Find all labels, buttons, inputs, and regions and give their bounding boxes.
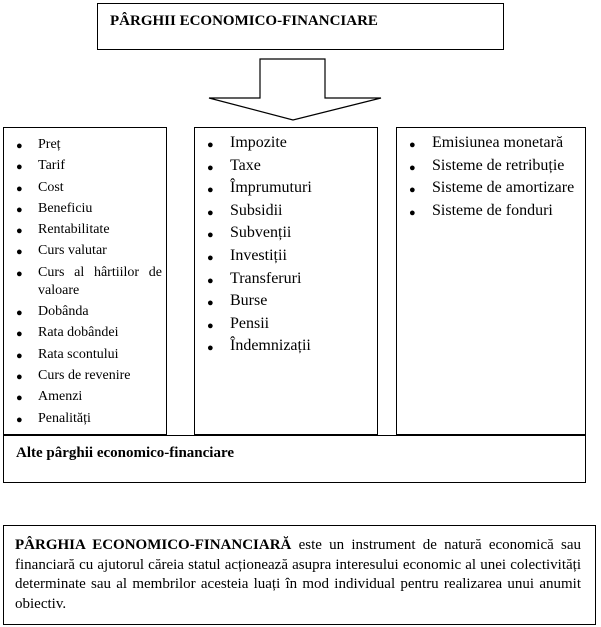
item-label: Dobânda — [38, 304, 89, 320]
list-item — [16, 324, 162, 342]
list-item — [16, 388, 162, 406]
item-label: Cost — [38, 179, 64, 195]
column-fiscal-instruments — [194, 127, 378, 435]
bullet-icon: ● — [16, 370, 23, 383]
list-item — [409, 134, 579, 152]
bullet-icon: ● — [16, 225, 23, 238]
list-item — [16, 157, 162, 175]
item-label: Sisteme de amortizare — [432, 179, 575, 197]
column-monetary-instruments — [396, 127, 586, 435]
definition-text: este un instrument de natură economică sau financiară cu ajutorul căreia statul acționează asupra interesului economic al unei colectivități determinate sau al membrilor acesteia luați în mod individual pentru realizarea unui anumit obiectiv. — [15, 537, 581, 612]
list-item — [16, 221, 162, 239]
bullet-icon: ● — [16, 267, 23, 280]
bullet-icon: ● — [16, 349, 23, 362]
item-label: Sisteme de retribuție — [432, 156, 565, 174]
list-item — [207, 134, 371, 152]
bullet-icon: ● — [16, 413, 23, 426]
list-item — [207, 270, 371, 288]
bullet-icon: ● — [207, 139, 214, 151]
bullet-icon: ● — [409, 184, 416, 197]
bullet-icon: ● — [207, 161, 214, 174]
list-item — [16, 367, 162, 385]
bullet-icon: ● — [409, 139, 416, 151]
list-item — [409, 202, 579, 220]
bullet-icon: ● — [16, 203, 23, 216]
list-item — [16, 264, 162, 300]
bullet-icon: ● — [16, 307, 23, 320]
item-label: Beneficiu — [38, 200, 93, 216]
list-item — [207, 224, 371, 242]
diagram-title: PÂRGHII ECONOMICO-FINANCIARE — [110, 13, 378, 29]
item-label: Taxe — [230, 156, 261, 174]
item-label: Preț — [38, 137, 61, 152]
bullet-icon: ● — [16, 182, 23, 195]
definition-box — [3, 525, 596, 625]
list-item — [207, 292, 371, 310]
item-label: Rata scontului — [38, 346, 119, 362]
item-label: Curs de revenire — [38, 367, 131, 383]
item-label: Îndemnizații — [230, 337, 311, 355]
bullet-icon: ● — [16, 328, 23, 341]
bullet-icon: ● — [207, 206, 214, 219]
item-label: Pensii — [230, 314, 270, 332]
list-item — [207, 202, 371, 220]
column-price-instruments — [3, 127, 167, 435]
bullet-icon: ● — [207, 229, 214, 242]
item-label: Împrumuturi — [230, 179, 312, 197]
list-item — [207, 337, 371, 355]
list-item — [16, 303, 162, 321]
item-label: Sisteme de fonduri — [432, 201, 553, 219]
bullet-icon: ● — [207, 251, 214, 264]
list-item — [16, 410, 162, 428]
bullet-icon: ● — [409, 206, 416, 219]
bullet-icon: ● — [207, 342, 214, 355]
list-item — [16, 179, 162, 197]
bullet-icon: ● — [16, 161, 23, 174]
other-levers-label: Alte pârghii economico-financiare — [16, 445, 235, 461]
item-label: Amenzi — [38, 389, 83, 405]
definition-term: PÂRGHIA ECONOMICO-FINANCIARĂ — [15, 537, 292, 553]
list-item — [207, 247, 371, 265]
item-label: Penalități — [38, 410, 91, 426]
list-item — [207, 179, 371, 197]
down-arrow-icon — [205, 58, 385, 122]
bullet-icon: ● — [16, 246, 23, 259]
item-label: Impozite — [230, 134, 287, 151]
item-label: Investiții — [230, 246, 287, 264]
item-label: Curs valutar — [38, 243, 107, 259]
item-label: Subvenții — [230, 224, 292, 242]
list-item — [409, 179, 579, 197]
list-item — [16, 346, 162, 364]
bullet-icon: ● — [207, 319, 214, 332]
list-item — [409, 157, 579, 175]
bullet-icon: ● — [207, 184, 214, 197]
bullet-icon: ● — [16, 392, 23, 405]
title-box — [97, 3, 504, 50]
item-label: Subsidii — [230, 201, 283, 219]
item-label: Burse — [230, 292, 268, 310]
bullet-icon: ● — [409, 161, 416, 174]
bullet-icon: ● — [16, 140, 23, 152]
item-label: Transferuri — [230, 269, 302, 287]
item-label: Rata dobândei — [38, 325, 119, 341]
list-item — [16, 136, 162, 154]
item-label: Curs al hârtiilor de valoare — [38, 264, 162, 298]
bullet-icon: ● — [207, 274, 214, 287]
list-item — [16, 200, 162, 218]
list-item — [16, 242, 162, 260]
item-label: Tarif — [38, 158, 66, 174]
item-label: Rentabilitate — [38, 222, 110, 238]
bullet-icon: ● — [207, 297, 214, 310]
item-label: Emisiunea monetară — [432, 134, 564, 151]
list-item — [207, 315, 371, 333]
list-item — [207, 157, 371, 175]
other-levers-box — [3, 435, 586, 483]
